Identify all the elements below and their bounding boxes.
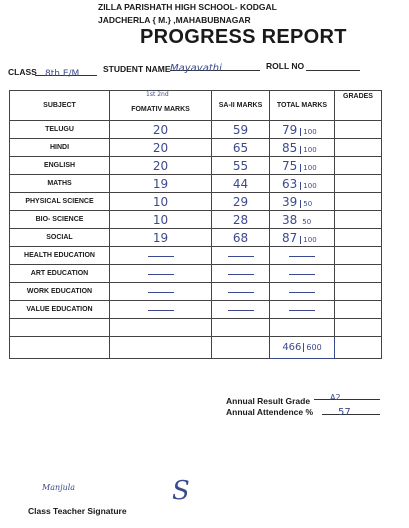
sa-cell (212, 301, 270, 319)
grand-total-cell (270, 337, 335, 359)
sa-cell: 28 (212, 211, 270, 229)
total-out-of: 50 (300, 200, 312, 208)
total-cell (270, 121, 335, 139)
dash-mark (148, 310, 174, 311)
header-sa-text: SA-II MARKS (218, 102, 263, 109)
marks-table (9, 90, 382, 359)
table-row (10, 247, 382, 265)
table-row (10, 139, 382, 157)
total-out-of: 100 (300, 236, 316, 244)
total-out-of: 100 (300, 128, 316, 136)
blank-cell (110, 337, 212, 359)
teacher-signature-label: Class Teacher Signature (28, 506, 127, 516)
header-formative-text: FOMATIV MARKS (131, 106, 190, 113)
table-row (10, 265, 382, 283)
header-grades (335, 91, 382, 121)
grade-cell (335, 121, 382, 139)
fa-cell: 10 (110, 211, 212, 229)
header-total (270, 91, 335, 121)
fa-cell: 20 (110, 157, 212, 175)
grade-cell (335, 301, 382, 319)
total-cell (270, 139, 335, 157)
table-row (10, 301, 382, 319)
headmaster-signature-mark: S (172, 476, 190, 506)
student-name-label: STUDENT NAME (103, 64, 171, 74)
grand-total-value: 466 (282, 342, 302, 353)
sa-cell: 55 (212, 157, 270, 175)
blank-cell (335, 319, 382, 337)
fa-cell (110, 283, 212, 301)
dash-mark (228, 274, 254, 275)
total-cell (270, 247, 335, 265)
table-row (10, 157, 382, 175)
header-subject-text: SUBJECT (43, 102, 76, 109)
class-label: CLASS (8, 67, 37, 77)
subject-cell: HINDI (10, 139, 110, 157)
class-field (35, 63, 97, 79)
grade-cell (335, 157, 382, 175)
subject-cell: HEALTH EDUCATION (10, 247, 110, 265)
roll-no-field (306, 58, 360, 71)
subject-cell: WORK EDUCATION (10, 283, 110, 301)
fa-cell (110, 247, 212, 265)
annual-attendance-field (322, 402, 380, 418)
total-value: 38 (282, 212, 298, 227)
total-cell (270, 175, 335, 193)
table-row (10, 319, 382, 337)
subject-cell: PHYSICAL SCIENCE (10, 193, 110, 211)
dash-mark (228, 310, 254, 311)
school-name-line1: ZILLA PARISHATH HIGH SCHOOL- KODGAL (98, 2, 277, 12)
dash-mark (289, 256, 315, 257)
header-grades-text: GRADES (343, 93, 373, 100)
grand-total-out-of: 600 (303, 343, 321, 352)
subject-cell: ENGLISH (10, 157, 110, 175)
sa-cell: 59 (212, 121, 270, 139)
table-row (10, 121, 382, 139)
grade-cell (335, 265, 382, 283)
grade-cell (335, 229, 382, 247)
fa-cell: 19 (110, 229, 212, 247)
blank-cell (10, 319, 110, 337)
fa-cell (110, 265, 212, 283)
report-title: PROGRESS REPORT (140, 26, 347, 48)
total-cell (270, 157, 335, 175)
dash-mark (289, 310, 315, 311)
total-out-of: 50 (302, 217, 312, 226)
class-value: 8th E/M (45, 69, 80, 79)
table-row (10, 175, 382, 193)
blank-cell (212, 319, 270, 337)
grade-cell (335, 283, 382, 301)
subject-cell: SOCIAL (10, 229, 110, 247)
school-name-line2: JADCHERLA { M.} ,MAHABUBNAGAR (98, 15, 251, 25)
fa-cell: 10 (110, 193, 212, 211)
dash-mark (228, 292, 254, 293)
fa-cell (110, 301, 212, 319)
dash-mark (289, 274, 315, 275)
dash-mark (228, 256, 254, 257)
total-value: 79 (282, 122, 298, 137)
dash-mark (289, 292, 315, 293)
annual-result-grade-value: A2 (330, 393, 341, 402)
header-total-text: TOTAL MARKS (276, 102, 328, 109)
total-value: 39 (282, 194, 298, 209)
grade-cell (335, 211, 382, 229)
subject-cell: MATHS (10, 175, 110, 193)
table-row (10, 283, 382, 301)
dash-mark (148, 256, 174, 257)
sa-cell: 44 (212, 175, 270, 193)
sa-cell (212, 247, 270, 265)
sa-cell (212, 265, 270, 283)
roll-no-label: ROLL NO (266, 61, 305, 71)
annual-attendance-value: 57 (338, 407, 351, 418)
blank-cell (110, 319, 212, 337)
grade-cell (335, 139, 382, 157)
table-row (10, 211, 382, 229)
total-value: 75 (282, 158, 298, 173)
header-subject (10, 91, 110, 121)
total-out-of: 100 (300, 182, 316, 190)
total-value: 63 (282, 176, 298, 191)
total-cell (270, 211, 335, 229)
fa-cell: 19 (110, 175, 212, 193)
grade-cell (335, 175, 382, 193)
total-cell (270, 229, 335, 247)
dash-mark (148, 292, 174, 293)
header-sa (212, 91, 270, 121)
table-header-row (10, 91, 382, 121)
total-cell (270, 265, 335, 283)
dash-mark (148, 274, 174, 275)
total-out-of: 100 (300, 164, 316, 172)
subject-cell: ART EDUCATION (10, 265, 110, 283)
grade-cell (335, 247, 382, 265)
annual-attendance-label: Annual Attendence % (226, 407, 314, 417)
annual-result-grade-label: Annual Result Grade (226, 396, 311, 406)
student-name-field (170, 58, 260, 74)
table-row (10, 229, 382, 247)
fa-cell: 20 (110, 121, 212, 139)
total-value: 87 (282, 230, 298, 245)
grand-total-row (10, 337, 382, 359)
total-cell (270, 283, 335, 301)
sa-cell: 65 (212, 139, 270, 157)
blank-cell (212, 337, 270, 359)
subject-cell: TELUGU (10, 121, 110, 139)
total-cell (270, 193, 335, 211)
grade-cell (335, 193, 382, 211)
subject-cell: VALUE EDUCATION (10, 301, 110, 319)
blank-cell (335, 337, 382, 359)
annual-result-grade-field (314, 387, 380, 400)
header-formative-handwritten: 1st 2nd (146, 91, 169, 98)
table-row (10, 193, 382, 211)
sa-cell: 29 (212, 193, 270, 211)
blank-cell (10, 337, 110, 359)
blank-cell (270, 319, 335, 337)
total-value: 85 (282, 140, 298, 155)
sa-cell (212, 283, 270, 301)
fa-cell: 20 (110, 139, 212, 157)
teacher-signature-mark: Manjula (42, 483, 76, 492)
subject-cell: BIO- SCIENCE (10, 211, 110, 229)
total-cell (270, 301, 335, 319)
sa-cell: 68 (212, 229, 270, 247)
header-formative (110, 91, 212, 121)
student-name-value: Mayavathi (170, 63, 222, 74)
total-out-of: 100 (300, 146, 316, 154)
